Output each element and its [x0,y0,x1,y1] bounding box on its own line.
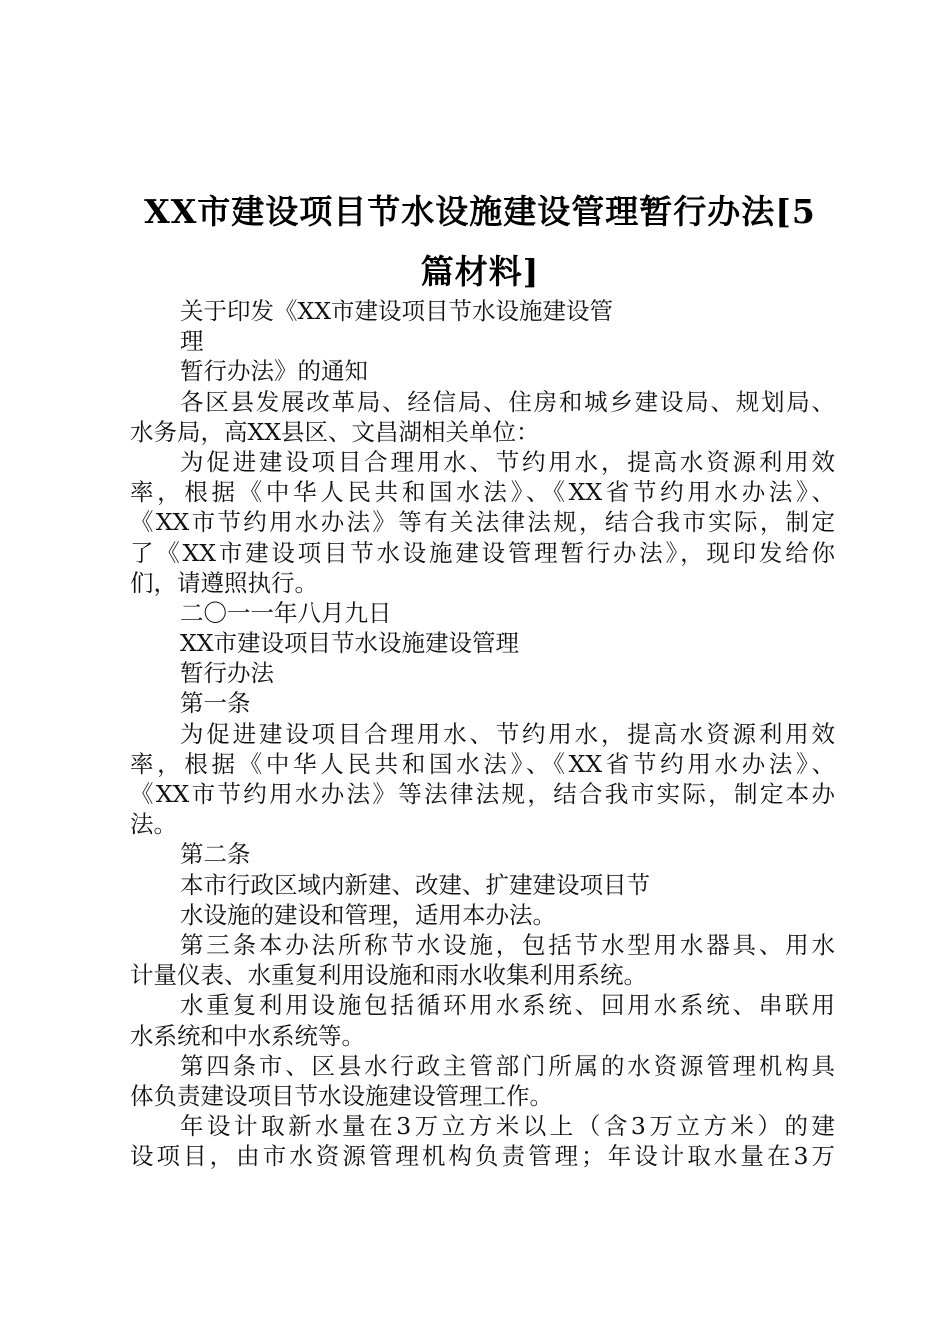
text-line: 二〇一一年八月九日 [180,598,392,627]
text-line: 水重复利用设施包括循环用水系统、回用水系统、串联用 [180,991,835,1020]
text-line: 为促进建设项目合理用水、节约用水，提高水资源利用效 [180,447,835,476]
text-line: 第二条 [180,840,251,869]
title-line-2: 篇材料] [420,252,540,291]
text-line: 了《XX市建设项目节水设施建设管理暂行办法》，现印发给你 [130,538,835,567]
text-line: 计量仪表、水重复利用设施和雨水收集利用系统。 [130,961,647,990]
text-line: 水设施的建设和管理，适用本办法。 [180,900,556,929]
text-line: 理 [180,327,204,356]
text-line: 设项目，由市水资源管理机构负责管理；年设计取水量在3万 [130,1142,835,1171]
text-line: 体负责建设项目节水设施建设管理工作。 [130,1081,553,1110]
text-line: 水务局，高XX县区、文昌湖相关单位： [130,417,540,446]
text-line: 各区县发展改革局、经信局、住房和城乡建设局、规划局、 [180,387,835,416]
text-line: 关于印发《XX市建设项目节水设施建设管 [180,297,613,325]
text-line: 第一条 [180,689,251,718]
document-title [130,182,830,302]
title-line-1: XX市建设项目节水设施建设管理暂行办法[5 [144,192,816,231]
text-line: 水系统和中水系统等。 [130,1021,365,1050]
document-body [130,296,835,1171]
text-line: 率，根据《中华人民共和国水法》、《XX省节约用水办法》、 [130,749,835,778]
text-line: 暂行办法》的通知 [180,357,368,386]
text-line: 第三条本办法所称节水设施，包括节水型用水器具、用水 [180,930,835,959]
text-line: 《XX市节约用水办法》等有关法律法规，结合我市实际，制定 [130,508,835,537]
text-line: 第四条市、区县水行政主管部门所属的水资源管理机构具 [180,1051,835,1080]
text-line: 法。 [130,810,177,839]
text-line: 们，请遵照执行。 [130,568,318,597]
text-line: 暂行办法 [180,659,274,688]
text-line: 年设计取新水量在3万立方米以上（含3万立方米）的建 [180,1112,835,1141]
text-line: 本市行政区域内新建、改建、扩建建设项目节 [180,870,650,899]
text-line: 率，根据《中华人民共和国水法》、《XX省节约用水办法》、 [130,478,835,507]
text-line: 《XX市节约用水办法》等法律法规，结合我市实际，制定本办 [130,780,835,808]
text-line: XX市建设项目节水设施建设管理 [180,629,519,658]
text-line: 为促进建设项目合理用水、节约用水，提高水资源利用效 [180,719,835,748]
